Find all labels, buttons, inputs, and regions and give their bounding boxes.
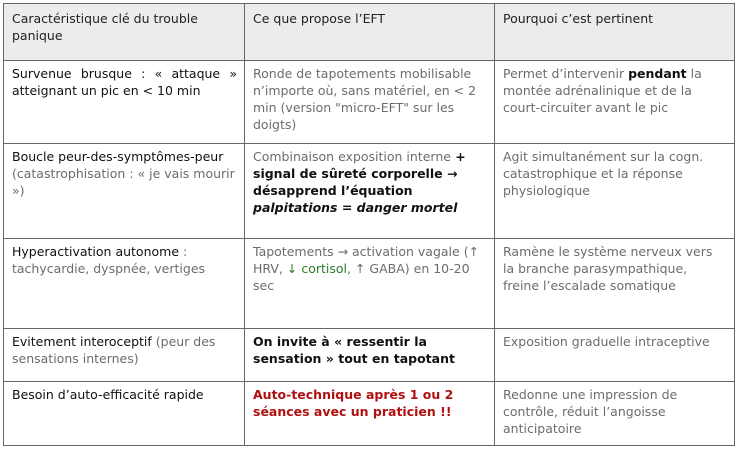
cell-text: , ↑ GABA) en 10-20 sec xyxy=(253,261,470,293)
cell-eft-proposal xyxy=(245,239,495,329)
cell-characteristic xyxy=(4,239,245,329)
emphasis-text: pendant xyxy=(628,66,687,81)
cell-characteristic xyxy=(4,144,245,239)
cortisol-text: ↓ cortisol xyxy=(286,261,348,276)
table-row xyxy=(4,329,735,382)
cell-subtext: : tachycardie, dyspnée, vertiges xyxy=(12,244,206,276)
table-row xyxy=(4,61,735,144)
cell-text: Hyperactivation autonome xyxy=(12,244,180,259)
cell-relevance xyxy=(495,61,735,144)
cell-subtext: (catastrophisation : « je vais mourir ») xyxy=(12,166,235,198)
cell-text: la montée adrénalinique et de la court-circuiter avant le pic xyxy=(503,66,702,115)
cell-text: Tapotements → activation vagale (↑ HRV, xyxy=(253,244,480,276)
emphasis-text: + signal de sûreté corporelle → désapprend l’équation xyxy=(253,149,466,198)
header-relevance: Pourquoi c’est pertinent xyxy=(495,4,735,61)
header-eft-proposal: Ce que propose l’EFT xyxy=(245,4,495,61)
cell-characteristic: Survenue brusque : « attaque » atteignant un pic en < 10 min xyxy=(4,61,245,144)
cell-relevance: Redonne une impression de contrôle, réduit l’angoisse anticipatoire xyxy=(495,382,735,446)
header-row xyxy=(4,4,735,61)
eft-panic-table xyxy=(3,3,735,446)
table-row xyxy=(4,239,735,329)
cell-text: Combinaison exposition interne xyxy=(253,149,451,164)
cell-characteristic: Besoin d’auto-efficacité rapide xyxy=(4,382,245,446)
cell-text: Permet d’intervenir xyxy=(503,66,629,81)
table-row xyxy=(4,382,735,446)
emphasis-italic-text: palpitations = danger mortel xyxy=(253,200,458,215)
cell-relevance: Agit simultanément sur la cogn. catastrophique et la réponse physiologique xyxy=(495,144,735,239)
table-row xyxy=(4,144,735,239)
cell-eft-proposal xyxy=(245,144,495,239)
cell-characteristic xyxy=(4,329,245,382)
cell-subtext: (peur des sensations internes) xyxy=(12,334,216,366)
cell-relevance: Exposition graduelle intraceptive xyxy=(495,329,735,382)
cell-eft-proposal: Auto-technique après 1 ou 2 séances avec un praticien !! xyxy=(245,382,495,446)
header-characteristic: Caractéristique clé du trouble panique xyxy=(4,4,245,61)
cell-eft-proposal: Ronde de tapotements mobilisable n’importe où, sans matériel, en < 2 min (version "micro-EFT" sur les doigts) xyxy=(245,61,495,144)
cell-relevance: Ramène le système nerveux vers la branche parasympathique, freine l’escalade somatique xyxy=(495,239,735,329)
cell-text: Evitement interoceptif xyxy=(12,334,152,349)
cell-eft-proposal: On invite à « ressentir la sensation » tout en tapotant xyxy=(245,329,495,382)
cell-text: Boucle peur-des-symptômes-peur xyxy=(12,149,224,164)
